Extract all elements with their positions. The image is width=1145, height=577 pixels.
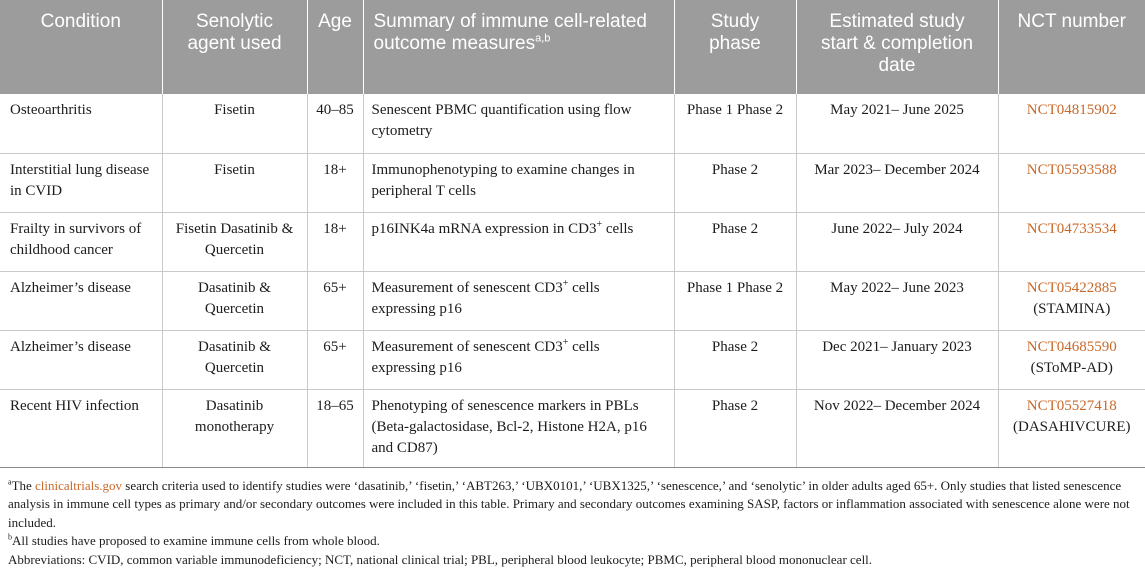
cell-condition: Alzheimer’s disease bbox=[0, 271, 162, 330]
nct-link[interactable]: NCT05422885 bbox=[1026, 279, 1117, 296]
cell-outcome: Phenotyping of senescence markers in PBLs (Beta-galactosidase, Bcl-2, Histone H2A, p16 and CD87) bbox=[363, 389, 674, 467]
table-body bbox=[0, 94, 1145, 467]
header-summary-footnote-mark: a,b bbox=[535, 32, 551, 45]
cell-phase: Phase 2 bbox=[674, 153, 796, 212]
header-phase: Study phase bbox=[674, 0, 796, 94]
study-acronym: (DASAHIVCURE) bbox=[1013, 418, 1131, 435]
clinicaltrials-link[interactable]: clinicaltrials.gov bbox=[35, 477, 123, 493]
cell-nct bbox=[998, 212, 1145, 271]
cell-outcome: p16INK4a mRNA expression in CD3+ cells bbox=[363, 212, 674, 271]
cell-agent: Fisetin bbox=[162, 94, 307, 153]
study-acronym: (STAMINA) bbox=[1033, 300, 1111, 317]
table-row bbox=[0, 389, 1145, 467]
cell-dates: May 2022– June 2023 bbox=[796, 271, 998, 330]
cell-phase: Phase 2 bbox=[674, 212, 796, 271]
nct-link[interactable]: NCT04815902 bbox=[1026, 102, 1117, 118]
table-row bbox=[0, 330, 1145, 389]
cell-outcome: Senescent PBMC quantification using flow cytometry bbox=[363, 94, 674, 153]
cell-condition: Recent HIV infection bbox=[0, 389, 162, 467]
cell-phase: Phase 2 bbox=[674, 330, 796, 389]
cell-age: 18+ bbox=[307, 212, 363, 271]
cell-phase: Phase 2 bbox=[674, 389, 796, 467]
table-row bbox=[0, 153, 1145, 212]
header-agent: Senolytic agent used bbox=[162, 0, 307, 94]
cell-outcome: Measurement of senescent CD3+ cells expressing p16 bbox=[363, 271, 674, 330]
table-row bbox=[0, 94, 1145, 153]
cell-condition: Frailty in survivors of childhood cancer bbox=[0, 212, 162, 271]
cell-nct bbox=[998, 94, 1145, 153]
header-dates: Estimated study start & completion date bbox=[796, 0, 998, 94]
cell-agent: Dasatinib & Quercetin bbox=[162, 271, 307, 330]
header-age: Age bbox=[307, 0, 363, 94]
study-acronym: (SToMP-AD) bbox=[1030, 359, 1113, 376]
cell-outcome: Measurement of senescent CD3+ cells expressing p16 bbox=[363, 330, 674, 389]
table-footnotes bbox=[0, 468, 1145, 570]
cell-agent: Fisetin bbox=[162, 153, 307, 212]
cell-dates: June 2022– July 2024 bbox=[796, 212, 998, 271]
nct-link[interactable]: NCT04685590 bbox=[1026, 338, 1117, 355]
cell-condition: Alzheimer’s disease bbox=[0, 330, 162, 389]
cell-dates: Mar 2023– December 2024 bbox=[796, 153, 998, 212]
cell-nct bbox=[998, 389, 1145, 467]
cell-dates: Nov 2022– December 2024 bbox=[796, 389, 998, 467]
nct-link[interactable]: NCT05527418 bbox=[1026, 397, 1117, 414]
cell-phase: Phase 1 Phase 2 bbox=[674, 94, 796, 153]
cell-agent: Dasatinib monotherapy bbox=[162, 389, 307, 467]
cell-age: 40–85 bbox=[307, 94, 363, 153]
nct-link[interactable]: NCT05593588 bbox=[1026, 161, 1117, 178]
footnote-b: $^b$All studies have proposed to examine immune cells from whole blood. bbox=[8, 532, 380, 548]
header-summary: Summary of immune cell-related outcome measures$^{a,b}$ bbox=[363, 0, 674, 94]
header-condition: Condition bbox=[0, 0, 162, 94]
footnote-a: $^a$The clinicaltrials.gov search criteria used to identify studies were ‘dasatinib,’ ‘fisetin,’ ‘ABT263,’ ‘UBX0101,’ ‘UBX1325,’ ‘senescence,’ and ‘senolytic’ in older adults aged 65+. Only studies that listed senescence analysis in immune cell types as primary and/or secondary outcomes were included in this table. Primary and secondary outcomes examining SASP, factors or inflammation associated with senescence alone were not included. bbox=[8, 477, 1130, 530]
cell-nct bbox=[998, 330, 1145, 389]
cell-age: 18–65 bbox=[307, 389, 363, 467]
cell-dates: May 2021– June 2025 bbox=[796, 94, 998, 153]
header-nct: NCT number bbox=[998, 0, 1145, 94]
cell-outcome: Immunophenotyping to examine changes in peripheral T cells bbox=[363, 153, 674, 212]
cell-nct bbox=[998, 153, 1145, 212]
cell-condition: Interstitial lung disease in CVID bbox=[0, 153, 162, 212]
abbreviations: Abbreviations: CVID, common variable immunodeficiency; NCT, national clinical trial; PBL, peripheral blood leukocyte; PBMC, peripheral blood mononuclear cell. bbox=[8, 551, 873, 567]
cell-agent: Dasatinib & Quercetin bbox=[162, 330, 307, 389]
cell-age: 18+ bbox=[307, 153, 363, 212]
cell-agent: Fisetin Dasatinib & Quercetin bbox=[162, 212, 307, 271]
cell-phase: Phase 1 Phase 2 bbox=[674, 271, 796, 330]
nct-link[interactable]: NCT04733534 bbox=[1026, 220, 1117, 237]
cell-condition: Osteoarthritis bbox=[0, 94, 162, 153]
header-row bbox=[0, 0, 1145, 94]
cell-dates: Dec 2021– January 2023 bbox=[796, 330, 998, 389]
cell-age: 65+ bbox=[307, 330, 363, 389]
table-row bbox=[0, 271, 1145, 330]
table-header bbox=[0, 0, 1145, 94]
cell-nct bbox=[998, 271, 1145, 330]
cell-age: 65+ bbox=[307, 271, 363, 330]
table-row bbox=[0, 212, 1145, 271]
